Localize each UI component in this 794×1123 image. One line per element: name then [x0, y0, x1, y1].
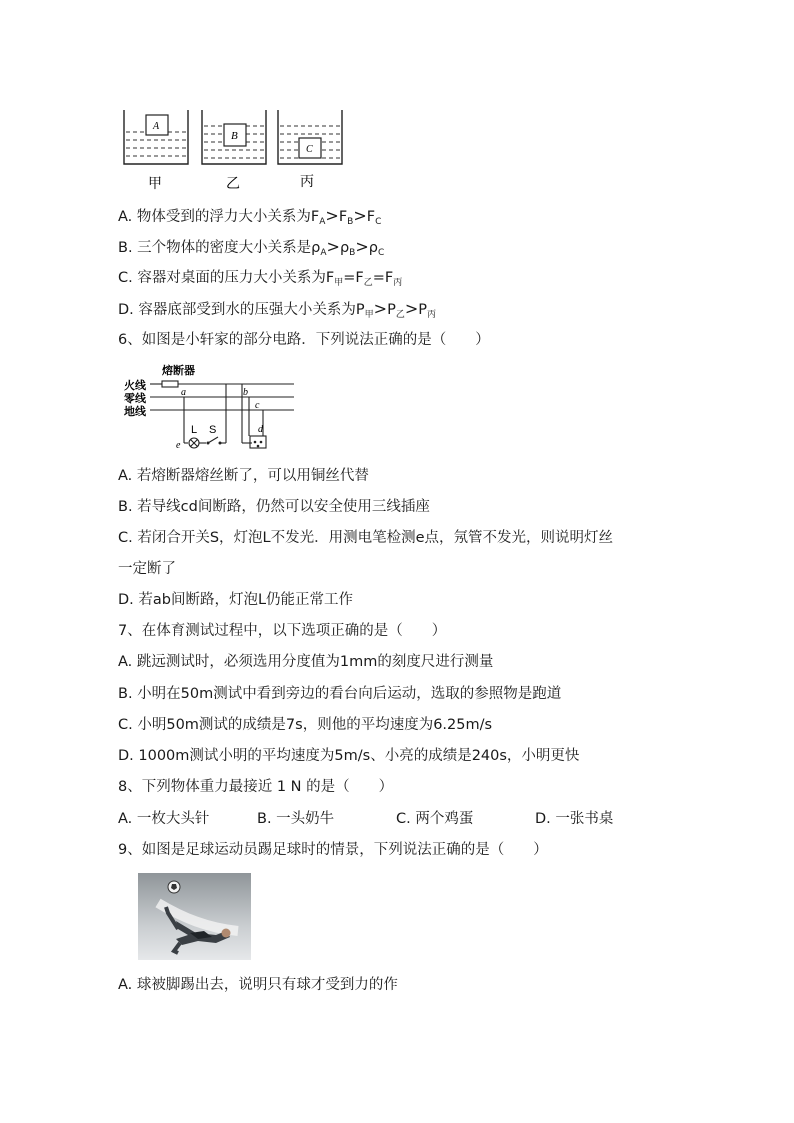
lamp-label: L [191, 424, 198, 436]
q6-option-a: A. 若熔断器熔丝断了，可以用铜丝代替 [118, 468, 369, 484]
switch-icon [208, 437, 218, 443]
q5-option-b: B. 三个物体的密度大小关系是$\rho_A>\rho_B>\rho_C$ [118, 237, 385, 258]
q5-option-d: D. 容器底部受到水的压强大小关系为$P_甲>P_乙>P_丙$ [118, 299, 436, 320]
container-label-jia: 甲 [148, 176, 162, 192]
ground-wire-label: 地线 [124, 405, 146, 418]
q7-stem: 7、在体育测试过程中，以下选项正确的是（ ） [118, 623, 447, 639]
fuse-icon [162, 381, 178, 387]
fuse-label: 熔断器 [162, 364, 195, 377]
switch-label: S [209, 424, 217, 436]
q5-option-c: C. 容器对桌面的压力大小关系为$F_甲=F_乙=F_丙$ [118, 270, 403, 288]
q6-option-b: B. 若导线cd间断路，仍然可以安全使用三线插座 [118, 499, 430, 515]
q6-option-c-line2: 一定断了 [118, 561, 176, 577]
q7-option-c: C. 小明50m测试的成绩是7s，则他的平均速度为6.25m/s [118, 717, 493, 733]
block-b-label: B [231, 130, 238, 142]
q8-option-a: A. 一枚大头针 [118, 811, 210, 827]
q7-option-a: A. 跳远测试时，必须选用分度值为1mm的刻度尺进行测量 [118, 654, 494, 670]
point-c: c [255, 400, 260, 411]
football-player-photo [138, 873, 251, 960]
q8-option-b: B. 一头奶牛 [257, 811, 335, 827]
q6-option-c-line1: C. 若闭合开关S，灯泡L不发光．用测电笔检测e点，氖管不发光，则说明灯丝 [118, 530, 614, 546]
q7-option-b: B. 小明在50m测试中看到旁边的看台向后运动，选取的参照物是跑道 [118, 686, 562, 702]
point-d: d [258, 424, 263, 435]
container-figure [118, 104, 358, 196]
q7-option-d: D. 1000m测试小明的平均速度为5m/s、小亮的成绩是240s，小明更快 [118, 748, 580, 764]
live-wire-label: 火线 [124, 379, 146, 392]
container-label-yi: 乙 [226, 176, 240, 192]
block-c-label: C [306, 144, 313, 155]
q5-option-a: A. 物体受到的浮力大小关系为$F_A>F_B>F_C$ [118, 206, 382, 227]
q8-stem: 8、下列物体重力最接近 1 N 的是（ ） [118, 779, 394, 795]
neutral-wire-label: 零线 [124, 392, 146, 405]
point-b: b [243, 387, 248, 398]
q9-stem: 9、如图是足球运动员踢足球时的情景，下列说法正确的是（ ） [118, 842, 548, 858]
q9-option-a: A. 球被脚踢出去，说明只有球才受到力的作 [118, 977, 398, 993]
block-a-label: A [153, 121, 160, 132]
point-a: a [181, 387, 186, 398]
q8-option-d: D. 一张书桌 [535, 811, 614, 827]
q6-stem: 6、如图是小轩家的部分电路．下列说法正确的是（ ） [118, 332, 490, 348]
q6-option-d: D. 若ab间断路，灯泡L仍能正常工作 [118, 592, 354, 608]
circuit-diagram [118, 362, 298, 452]
q8-option-c: C. 两个鸡蛋 [396, 811, 474, 827]
container-label-bing: 丙 [300, 174, 314, 190]
point-e: e [176, 440, 181, 451]
q8-options [118, 809, 613, 829]
